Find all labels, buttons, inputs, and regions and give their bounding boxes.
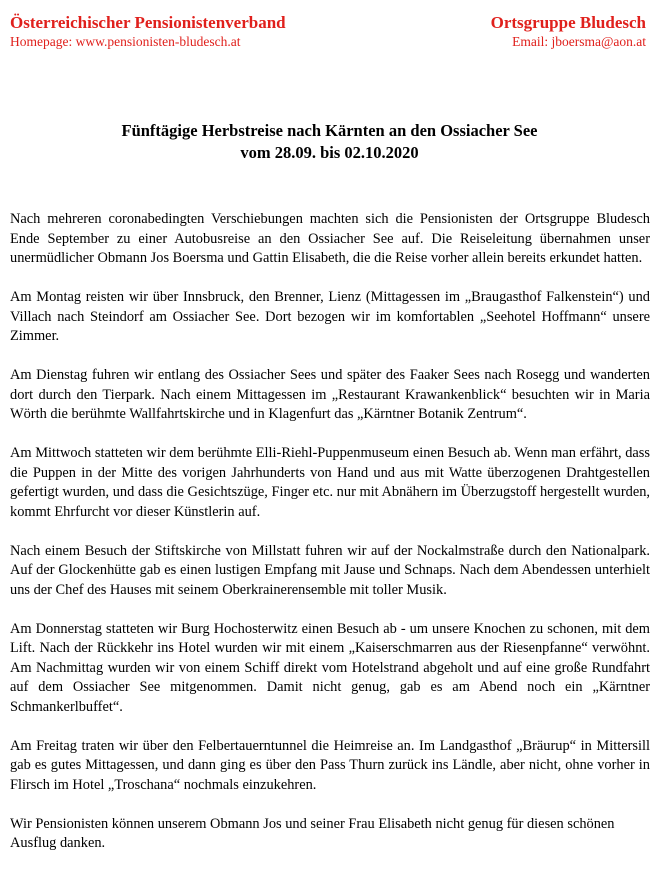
- paragraph-monday: Am Montag reisten wir über Innsbruck, den Brenner, Lienz (Mittagessen im „Braugasthof Falkenstein“) und Villach nach Steindorf am Ossiacher See. Dort bezogen wir im komfortablen „Seehotel Hoffmann“ unsere Zimmer.: [10, 289, 650, 344]
- paragraph-friday: Am Freitag traten wir über den Felbertauerntunnel die Heimreise an. Im Landgasthof „Bräurup“ in Mittersill gab es gutes Mittagessen, und dann ging es über den Pass Thurn zurück ins Ländle, aber nicht, ohne vorher in Flirsch im Hotel „Troschana“ nochmals einzukehren.: [10, 737, 650, 793]
- title-line-2: vom 28.09. bis 02.10.2020: [240, 143, 419, 162]
- organization-name: Österreichischer Pensionistenverband: [10, 13, 286, 32]
- paragraph-thursday: Am Donnerstag statteten wir Burg Hochosterwitz einen Besuch ab - um unsere Knochen zu schonen, mit dem Lift. Nach der Rückkehr ins Hotel wurden wir mit einem „Kaiserschmarren aus der Riesenpfanne“ verwöhnt. Am Nachmittag wurden wir von einem Schiff direkt vom Hotelstrand abgeholt und auf eine große Rundfahrt auf dem Ossiacher See mitgenommen. Damit nicht genug, gab es am Abend noch ein „Kärntner Schmankerlbuffet“.: [10, 620, 650, 715]
- letterhead-top-row: [10, 13, 646, 33]
- document-title: [0, 120, 659, 164]
- title-line-1: Fünftägige Herbstreise nach Kärnten an den Ossiacher See: [121, 121, 538, 140]
- article-body: [10, 210, 650, 873]
- paragraph-thanks: Wir Pensionisten können unserem Obmann Jos und seiner Frau Elisabeth nicht genug für diesen schönen Ausflug danken.: [10, 815, 615, 851]
- local-group-name: Ortsgruppe Bludesch: [490, 13, 646, 32]
- homepage-text: Homepage: www.pensionisten-bludesch.at: [10, 34, 241, 49]
- letterhead: [10, 13, 646, 50]
- paragraph-intro: Nach mehreren coronabedingten Verschiebungen machten sich die Pensionisten der Ortsgruppe Bludesch Ende September zu einer Autobusreise an den Ossiacher See auf. Die Reiseleitung übernahmen unser unermüdlicher Obmann Jos Boersma und Gattin Elisabeth, die die Reise vorher allein bereits erkundet hatten.: [10, 211, 650, 266]
- email-text: Email: jboersma@aon.at: [512, 34, 646, 49]
- paragraph-tuesday: Am Dienstag fuhren wir entlang des Ossiacher Sees und später des Faaker Sees nach Rosegg und wanderten dort durch den Tierpark. Nach einem Mittagessen im „Restaurant Krawankenblick“ besuchten wir in Maria Wörth die berühmte Wallfahrtskirche und in Klagenfurt das „Kärntner Botanik Zentrum“.: [10, 367, 650, 422]
- letterhead-contact-row: [10, 33, 646, 50]
- paragraph-millstatt: Nach einem Besuch der Stiftskirche von Millstatt fuhren wir auf der Nockalmstraße durch den Nationalpark. Auf der Glockenhütte gab es einen lustigen Empfang mit Jause und Schnaps. Nach dem Abendessen unterhielt uns der Chef des Hauses mit seinem Oberkrainerensemble mit toller Musik.: [10, 542, 650, 598]
- paragraph-wednesday: Am Mittwoch statteten wir dem berühmte Elli-Riehl-Puppenmuseum einen Besuch ab. Wenn man erfährt, dass die Puppen in der Mitte des vorigen Jahrhunderts von Hand und aus mit Watte überzogenen Drahtgestellen gefertigt wurden, und dass die Gesichtszüge, Finger etc. nur mit Abnähern im Überzugstoff hergestellt wurden, kommt Ehrfurcht vor dieser Künstlerin auf.: [10, 445, 650, 520]
